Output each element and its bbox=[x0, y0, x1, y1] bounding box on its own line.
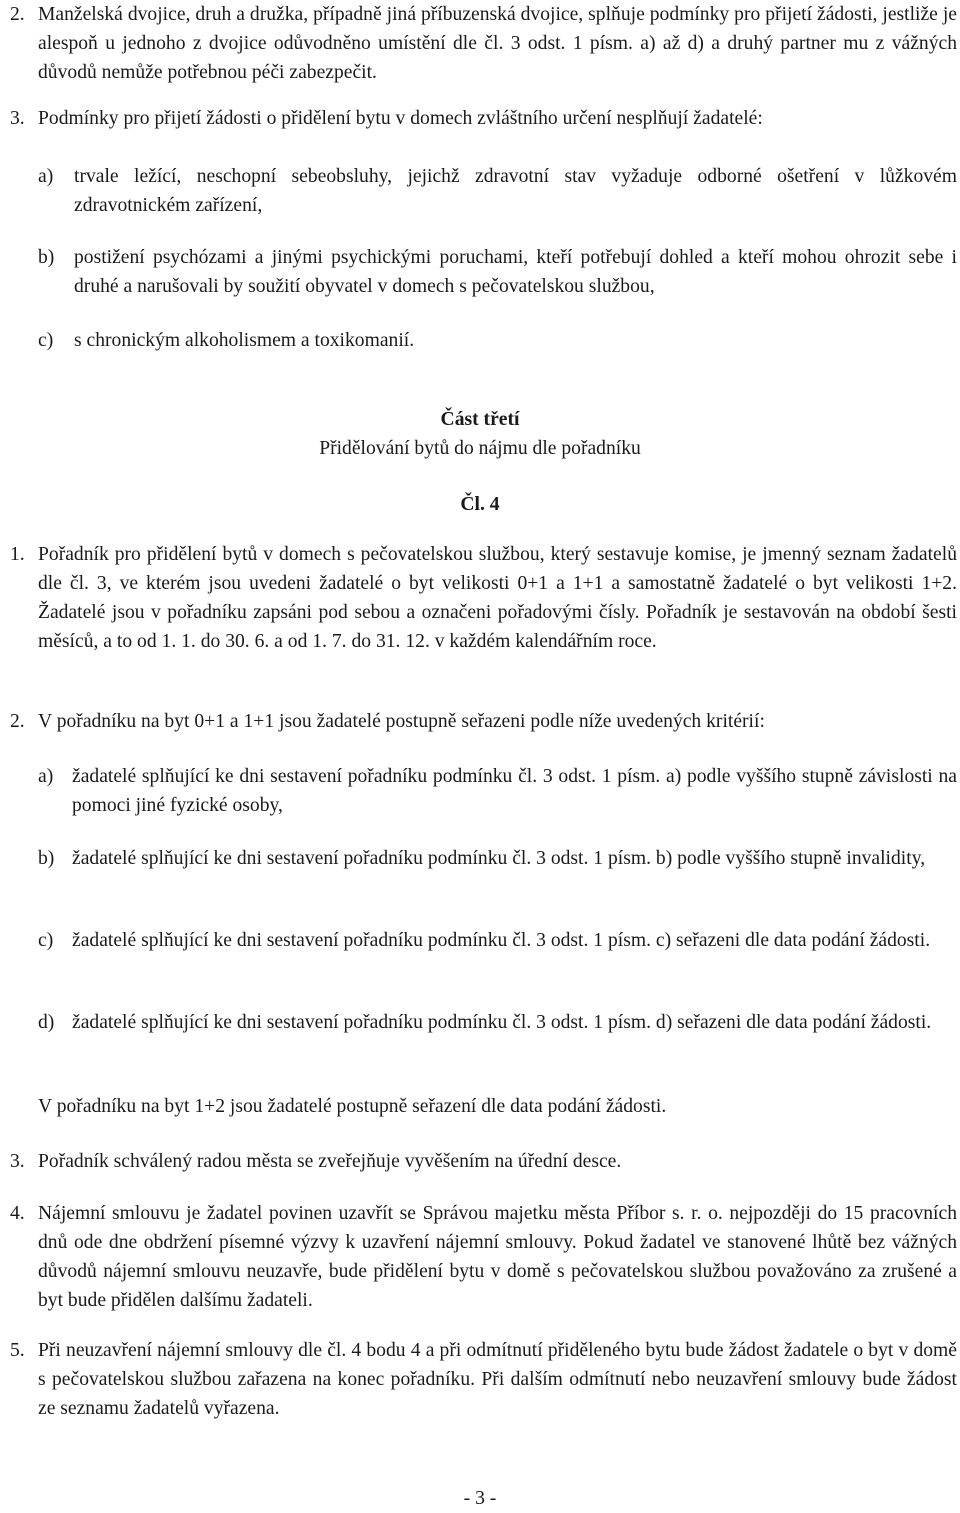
paragraph-number: 5. bbox=[10, 1340, 25, 1361]
exclusion-item-a bbox=[38, 162, 957, 222]
paragraph-3 bbox=[10, 104, 957, 134]
item-label: b) bbox=[38, 848, 55, 869]
paragraph-text: Podmínky pro přijetí žádosti o přidělení bytu v domech zvláštního určení nesplňují žadatelé: bbox=[38, 108, 763, 129]
item-text: žadatelé splňující ke dni sestavení pořadníku podmínku čl. 3 odst. 1 písm. b) podle vyššího stupně invalidity, bbox=[72, 848, 926, 869]
item-text: s chronickým alkoholismem a toxikomanií. bbox=[74, 330, 415, 351]
paragraph-number: 1. bbox=[10, 544, 25, 565]
item-text: trvale ležící, neschopní sebeobsluhy, jejichž zdravotní stav vyžaduje odborné ošetření v lůžkovém zdravotnickém zařízení, bbox=[74, 166, 957, 216]
article-paragraph-5 bbox=[10, 1336, 957, 1426]
item-label: c) bbox=[38, 330, 54, 351]
article-paragraph-2 bbox=[10, 707, 957, 737]
exclusion-item-c bbox=[38, 326, 957, 356]
item-text: žadatelé splňující ke dni sestavení pořadníku podmínku čl. 3 odst. 1 písm. d) seřazeni dle data podání žádosti. bbox=[72, 1012, 932, 1033]
item-text: postižení psychózami a jinými psychickými poruchami, kteří potřebují dohled a kteří mohou ohrozit sebe i druhé a narušovali by soužití obyvatel v domech s pečovatelskou službou, bbox=[74, 247, 957, 297]
paragraph-text: Nájemní smlouvu je žadatel povinen uzavřít se Správou majetku města Příbor s. r. o. nejpozději do 15 pracovních dnů ode dne obdržení písemné výzvy k uzavření nájemní smlouvy. Pokud žadatel ve stanovené lhůtě bez vážných důvodů nájemní smlouvu neuzavře, bude přidělení bytu v domě s pečovatelskou službou považováno za zrušené a byt bude přidělen dalšímu žadateli. bbox=[38, 1203, 957, 1311]
item-label: d) bbox=[38, 1012, 55, 1033]
exclusion-item-b bbox=[38, 243, 957, 303]
paragraph-text: Při neuzavření nájemní smlouvy dle čl. 4 bodu 4 a při odmítnutí přiděleného bytu bude žádost žadatele o byt v domě s pečovatelskou službou zařazena na konec pořadníku. Při dalším odmítnutí nebo neuzavření smlouvy bude žádost ze seznamu žadatelů vyřazena. bbox=[38, 1340, 957, 1419]
part-title: Část třetí bbox=[440, 409, 520, 430]
item-text: žadatelé splňující ke dni sestavení pořadníku podmínku čl. 3 odst. 1 písm. a) podle vyššího stupně závislosti na pomoci jiné fyzické osoby, bbox=[72, 766, 957, 816]
article-paragraph-1 bbox=[10, 540, 957, 688]
page-number: - 3 - bbox=[463, 1488, 497, 1509]
paragraph-2 bbox=[10, 0, 957, 90]
item-label: c) bbox=[38, 930, 54, 951]
paragraph-number: 4. bbox=[10, 1203, 25, 1224]
article-paragraph-4 bbox=[10, 1199, 957, 1317]
paragraph-number: 3. bbox=[10, 1151, 25, 1172]
criteria-item-a bbox=[38, 762, 957, 822]
criteria-item-c bbox=[38, 926, 957, 986]
paragraph-text: V pořadníku na byt 0+1 a 1+1 jsou žadatelé postupně seřazeni podle níže uvedených kritérií: bbox=[38, 711, 765, 732]
item-label: b) bbox=[38, 247, 55, 268]
criteria-note: V pořadníku na byt 1+2 jsou žadatelé postupně seřazení dle data podání žádosti. bbox=[38, 1096, 667, 1117]
item-text: žadatelé splňující ke dni sestavení pořadníku podmínku čl. 3 odst. 1 písm. c) seřazeni dle data podání žádosti. bbox=[72, 930, 931, 951]
paragraph-number: 3. bbox=[10, 108, 25, 129]
paragraph-number: 2. bbox=[10, 711, 25, 732]
article-paragraph-3 bbox=[10, 1147, 957, 1177]
criteria-item-d bbox=[38, 1008, 957, 1068]
paragraph-text: Manželská dvojice, druh a družka, případně jiná příbuzenská dvojice, splňuje podmínky pro přijetí žádosti, jestliže je alespoň u jednoho z dvojice odůvodněno umístění dle čl. 3 odst. 1 písm. a) až d) a druhý partner mu z vážných důvodů nemůže potřebnou péči zabezpečit. bbox=[38, 4, 957, 83]
paragraph-text: Pořadník schválený radou města se zveřejňuje vyvěšením na úřední desce. bbox=[38, 1151, 622, 1172]
paragraph-number: 2. bbox=[10, 4, 25, 25]
item-label: a) bbox=[38, 766, 54, 787]
paragraph-text: Pořadník pro přidělení bytů v domech s pečovatelskou službou, který sestavuje komise, je jmenný seznam žadatelů dle čl. 3, ve kterém jsou uvedeni žadatelé o byt velikosti 0+1 a 1+1 a samostatně žadatelé o byt velikosti 1+2. Žadatelé jsou v pořadníku zapsáni pod sebou a označeni pořadovými čísly. Pořadník je sestavován na období šesti měsíců, a to od 1. 1. do 30. 6. a od 1. 7. do 31. 12. v každém kalendářním roce. bbox=[38, 544, 957, 652]
part-subtitle: Přidělování bytů do nájmu dle pořadníku bbox=[319, 438, 641, 459]
item-label: a) bbox=[38, 166, 54, 187]
criteria-item-b bbox=[38, 844, 957, 904]
article-heading: Čl. 4 bbox=[460, 494, 500, 515]
